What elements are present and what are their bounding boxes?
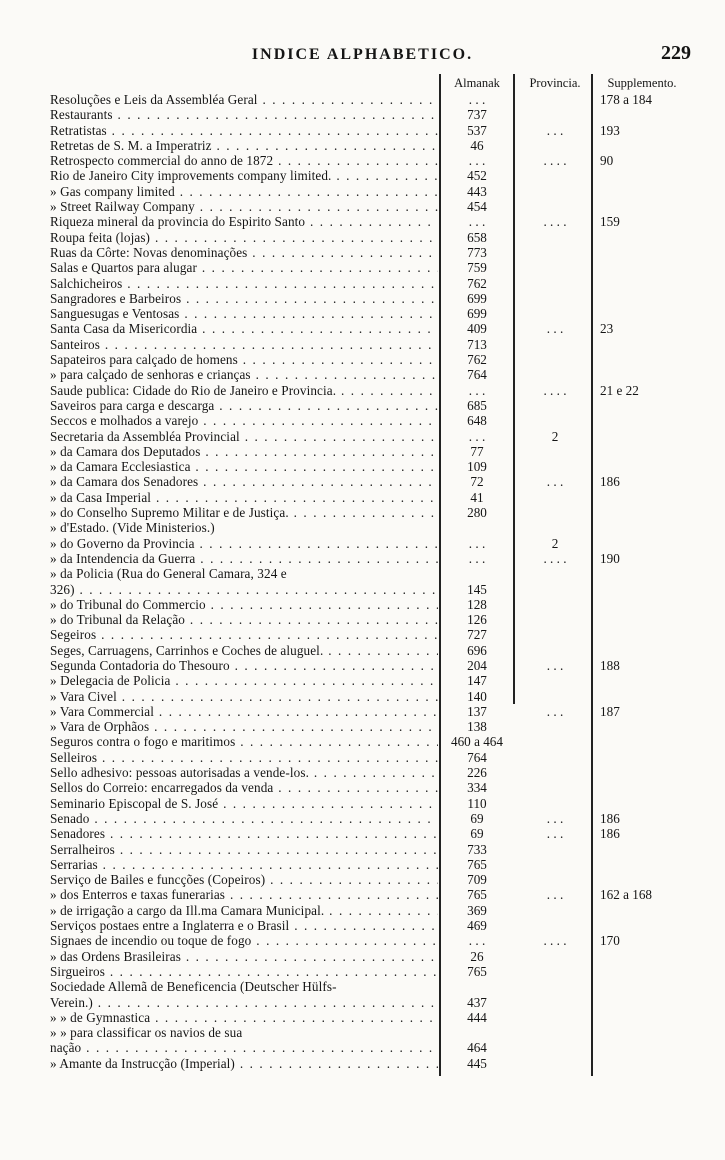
almanak-ref: 765 (467, 856, 487, 872)
almanak-ref: 658 (467, 229, 487, 245)
almanak-ref: 762 (467, 275, 487, 291)
almanak-ref: . . . (468, 214, 486, 230)
index-entry (50, 689, 438, 704)
entry-text: 326) . . . (50, 582, 438, 597)
entry-text: Ruas da Côrte: Novas denominações . . . (50, 245, 438, 260)
index-entry (50, 291, 438, 306)
entry-text: Verein.) . . . (50, 995, 438, 1010)
almanak-ref: 762 (467, 352, 487, 368)
entry-text: Santeiros . . . (50, 337, 438, 352)
almanak-ref: 444 (467, 1009, 487, 1025)
index-row (50, 1040, 690, 1055)
entry-text: Segunda Contadoria do Thesouro . . . (50, 658, 438, 673)
almanak-ref: . . . (468, 535, 486, 551)
almanak-ref: . . . (468, 382, 486, 398)
almanak-ref: . . . (468, 92, 486, 107)
almanak-ref: 460 a 464 (450, 734, 503, 750)
entry-text: Salas e Quartos para alugar . . . (50, 260, 438, 275)
index-entry (50, 505, 438, 520)
index-row (50, 138, 690, 153)
index-row (50, 214, 690, 229)
index-row (50, 872, 690, 887)
index-entry (50, 826, 438, 841)
provincia-ref: . . . . (543, 214, 567, 230)
index-row (50, 780, 690, 795)
index-entry (50, 1040, 438, 1055)
index-row (50, 337, 690, 352)
entry-text: » d'Estado. (Vide Ministerios.) (50, 520, 215, 536)
supplemento-ref: 178 a 184 (600, 92, 653, 107)
entry-text: » para calçado de senhoras e crianças . . . (50, 367, 438, 382)
index-row (50, 857, 690, 872)
entry-text: Riqueza mineral da provincia do Espirito Santo . . . (50, 214, 438, 229)
almanak-ref: 759 (467, 260, 487, 276)
index-entry (50, 765, 438, 780)
index-row (50, 474, 690, 489)
column-header-almanak: Almanak (454, 76, 500, 90)
entry-text: Santa Casa da Misericordia . . . (50, 321, 438, 336)
almanak-ref: . . . (468, 933, 486, 949)
index-entry (50, 444, 438, 459)
supplemento-ref: 186 (600, 474, 620, 490)
index-row (50, 643, 690, 658)
index-row (50, 887, 690, 902)
provincia-ref: . . . . (543, 153, 567, 169)
index-entry (50, 230, 438, 245)
almanak-ref: 713 (467, 336, 487, 352)
entry-text: Sapateiros para calçado de homens . . . (50, 352, 438, 367)
index-entry (50, 734, 438, 749)
entry-text: » do Governo da Provincia . . . (50, 536, 438, 551)
index-entry (50, 627, 438, 642)
index-row (50, 429, 690, 444)
almanak-ref: 140 (467, 688, 487, 704)
entry-text: Seccos e molhados a varejo . . . (50, 413, 438, 428)
entry-text: Saveiros para carga e descarga . . . (50, 398, 438, 413)
entry-text: Serrarias . . . (50, 857, 438, 872)
almanak-ref: 109 (467, 459, 487, 475)
entry-text: Serralheiros . . . (50, 842, 438, 857)
index-entry (50, 321, 438, 336)
entry-text: » Street Railway Company . . . (50, 199, 438, 214)
index-row (50, 842, 690, 857)
index-entry (50, 474, 438, 489)
index-row (50, 612, 690, 627)
entry-text: » Amante da Instrucção (Imperial) . . . (50, 1056, 438, 1071)
entry-text: Saude publica: Cidade do Rio de Janeiro e Provincia. . . . (50, 383, 438, 398)
index-entry (50, 872, 438, 887)
almanak-ref: 145 (467, 581, 487, 597)
index-entry (50, 138, 438, 153)
index-row (50, 184, 690, 199)
almanak-ref: 77 (470, 443, 484, 459)
index-entry (50, 673, 438, 688)
index-row (50, 92, 690, 107)
entry-text: Secretaria da Assembléa Provincial . . . (50, 429, 438, 444)
entry-text: » das Ordens Brasileiras . . . (50, 949, 438, 964)
index-entry (50, 582, 438, 597)
provincia-ref: . . . (546, 826, 564, 842)
entry-text: » de irrigação a cargo da Ill.ma Camara Municipal. . . . (50, 903, 438, 918)
almanak-ref: 765 (467, 887, 487, 903)
provincia-ref: . . . (546, 474, 564, 490)
index-entry (50, 337, 438, 352)
entry-text: » Delegacia de Policia . . . (50, 673, 438, 688)
almanak-ref: 334 (467, 780, 487, 796)
index-entry (50, 92, 438, 107)
index-row (50, 811, 690, 826)
index-row (50, 826, 690, 841)
index-row (50, 321, 690, 336)
almanak-ref: 409 (467, 321, 487, 337)
entry-text: Segeiros . . . (50, 627, 438, 642)
almanak-ref: 648 (467, 413, 487, 429)
index-entry (50, 184, 438, 199)
index-row (50, 199, 690, 214)
index-row (50, 551, 690, 566)
index-entry (50, 566, 438, 581)
column-header-supplemento: Supplemento. (607, 76, 677, 90)
entry-text: » dos Enterros e taxas funerarias . . . (50, 887, 438, 902)
almanak-ref: 204 (467, 657, 487, 673)
entry-text: » Vara de Orphãos . . . (50, 719, 438, 734)
index-entry (50, 276, 438, 291)
index-entry (50, 643, 438, 658)
entry-text: » da Camara dos Deputados . . . (50, 444, 438, 459)
entry-text: Sirgueiros . . . (50, 964, 438, 979)
index-entry (50, 168, 438, 183)
almanak-ref: 699 (467, 306, 487, 322)
index-entry (50, 429, 438, 444)
index-entry (50, 903, 438, 918)
almanak-ref: 464 (467, 1040, 487, 1056)
provincia-ref: 2 (551, 428, 559, 444)
index-row (50, 582, 690, 597)
almanak-ref: 110 (467, 795, 487, 811)
almanak-ref: 138 (467, 719, 487, 735)
supplemento-ref: 188 (600, 657, 620, 673)
index-table (50, 92, 690, 1071)
almanak-ref: . . . (468, 550, 486, 566)
supplemento-ref: 162 a 168 (600, 887, 653, 903)
entry-text: » » para classificar os navios de sua (50, 1025, 243, 1041)
supplemento-ref: 23 (600, 321, 614, 337)
almanak-ref: 69 (470, 826, 484, 842)
index-row (50, 230, 690, 245)
index-row (50, 291, 690, 306)
almanak-ref: 737 (467, 107, 487, 123)
almanak-ref: 537 (467, 122, 487, 138)
index-entry (50, 245, 438, 260)
index-row (50, 597, 690, 612)
index-entry (50, 398, 438, 413)
index-entry (50, 918, 438, 933)
provincia-ref: . . . (546, 887, 564, 903)
entry-text: nação . . . (50, 1040, 438, 1055)
index-row (50, 459, 690, 474)
supplemento-ref: 90 (600, 153, 614, 169)
supplemento-ref: 159 (600, 214, 620, 230)
index-row (50, 520, 690, 535)
entry-text: Seguros contra o fogo e maritimos . . . (50, 734, 438, 749)
index-row (50, 734, 690, 749)
almanak-ref: 445 (467, 1055, 487, 1071)
entry-text: Sociedade Allemã de Beneficencia (Deutscher Hülfs- (50, 979, 337, 995)
supplemento-ref: 170 (600, 933, 620, 949)
index-entry (50, 1025, 438, 1040)
index-row (50, 964, 690, 979)
provincia-ref: . . . (546, 122, 564, 138)
entry-text: Signaes de incendio ou toque de fogo . . . (50, 933, 438, 948)
almanak-ref: 765 (467, 963, 487, 979)
index-row (50, 979, 690, 994)
index-row (50, 306, 690, 321)
index-entry (50, 123, 438, 138)
index-row (50, 704, 690, 719)
almanak-ref: 727 (467, 627, 487, 643)
index-row (50, 918, 690, 933)
index-entry (50, 352, 438, 367)
entry-text: Salchicheiros . . . (50, 276, 438, 291)
entry-text: Rio de Janeiro City improvements company limited. . . . (50, 168, 438, 183)
entry-text: Roupa feita (lojas) . . . (50, 230, 438, 245)
almanak-ref: 773 (467, 244, 487, 260)
almanak-ref: 764 (467, 749, 487, 765)
almanak-ref: 685 (467, 397, 487, 413)
entry-text: Senadores . . . (50, 826, 438, 841)
almanak-ref: 443 (467, 183, 487, 199)
almanak-ref: 437 (467, 994, 487, 1010)
provincia-ref: . . . . (543, 933, 567, 949)
index-row (50, 995, 690, 1010)
index-row (50, 1025, 690, 1040)
almanak-ref: 46 (470, 137, 484, 153)
index-row (50, 933, 690, 948)
index-entry (50, 459, 438, 474)
entry-text: » do Tribunal do Commercio . . . (50, 597, 438, 612)
index-row (50, 750, 690, 765)
entry-text: Serviço de Bailes e funcções (Copeiros) . . . (50, 872, 438, 887)
index-row (50, 719, 690, 734)
supplemento-ref: 193 (600, 122, 620, 138)
entry-text: » » de Gymnastica . . . (50, 1010, 438, 1025)
provincia-ref: 2 (551, 535, 559, 551)
entry-text: » Vara Commercial . . . (50, 704, 438, 719)
provincia-ref: . . . . (543, 382, 567, 398)
almanak-ref: 137 (467, 703, 487, 719)
entry-text: » do Tribunal da Relação . . . (50, 612, 438, 627)
index-entry (50, 995, 438, 1010)
entry-text: » da Camara Ecclesiastica . . . (50, 459, 438, 474)
index-entry (50, 1056, 438, 1071)
almanak-ref: 126 (467, 612, 487, 628)
almanak-ref: 72 (470, 474, 484, 490)
index-row (50, 658, 690, 673)
index-entry (50, 520, 438, 535)
index-row (50, 536, 690, 551)
index-entry (50, 490, 438, 505)
entry-text: Resoluções e Leis da Assembléa Geral . . . (50, 92, 438, 107)
almanak-ref: 454 (467, 199, 487, 215)
entry-text: » da Intendencia da Guerra . . . (50, 551, 438, 566)
entry-text: » Vara Civel . . . (50, 689, 438, 704)
entry-text: » da Camara dos Senadores . . . (50, 474, 438, 489)
almanak-ref: 69 (470, 810, 484, 826)
index-entry (50, 153, 438, 168)
entry-text: Sellos do Correio: encarregados da venda . . . (50, 780, 438, 795)
index-row (50, 765, 690, 780)
almanak-ref: 696 (467, 642, 487, 658)
index-entry (50, 979, 438, 994)
almanak-ref: 452 (467, 168, 487, 184)
almanak-ref: 699 (467, 290, 487, 306)
index-row (50, 383, 690, 398)
index-entry (50, 704, 438, 719)
index-row (50, 796, 690, 811)
entry-text: Retrospecto commercial do anno de 1872 . . . (50, 153, 438, 168)
index-row (50, 276, 690, 291)
entry-text: Serviços postaes entre a Inglaterra e o Brasil . . . (50, 918, 438, 933)
index-row (50, 1010, 690, 1025)
entry-text: » Gas company limited . . . (50, 184, 438, 199)
index-row (50, 107, 690, 122)
index-entry (50, 306, 438, 321)
almanak-ref: 369 (467, 902, 487, 918)
index-entry (50, 796, 438, 811)
column-headers (50, 76, 690, 90)
index-entry (50, 887, 438, 902)
almanak-ref: 26 (470, 948, 484, 964)
supplemento-ref: 21 e 22 (600, 382, 639, 398)
index-entry (50, 811, 438, 826)
almanak-ref: 128 (467, 596, 487, 612)
index-row (50, 123, 690, 138)
index-entry (50, 780, 438, 795)
provincia-ref: . . . (546, 810, 564, 826)
index-entry (50, 199, 438, 214)
almanak-ref: 147 (467, 673, 487, 689)
index-entry (50, 949, 438, 964)
entry-text: » do Conselho Supremo Militar e de Justiça. . . . (50, 505, 438, 520)
almanak-ref: 280 (467, 505, 487, 521)
index-row (50, 505, 690, 520)
almanak-ref: 733 (467, 841, 487, 857)
supplemento-ref: 190 (600, 550, 620, 566)
entry-text: Retretas de S. M. a Imperatriz . . . (50, 138, 438, 153)
index-entry (50, 1010, 438, 1025)
index-row (50, 413, 690, 428)
index-entry (50, 260, 438, 275)
entry-text: Seminario Episcopal de S. José . . . (50, 796, 438, 811)
almanak-ref: . . . (468, 153, 486, 169)
provincia-ref: . . . (546, 321, 564, 337)
page-number: 229 (661, 42, 691, 64)
column-header-provincia: Provincia. (529, 76, 581, 90)
index-entry (50, 413, 438, 428)
almanak-ref: 226 (467, 765, 487, 781)
index-entry (50, 658, 438, 673)
index-row (50, 689, 690, 704)
entry-text: Selleiros . . . (50, 750, 438, 765)
index-entry (50, 719, 438, 734)
entry-text: Senado . . . (50, 811, 438, 826)
index-row (50, 260, 690, 275)
provincia-ref: . . . . (543, 550, 567, 566)
entry-text: Restaurants . . . (50, 107, 438, 122)
index-row (50, 352, 690, 367)
index-entry (50, 551, 438, 566)
index-entry (50, 107, 438, 122)
index-row (50, 673, 690, 688)
provincia-ref: . . . (546, 657, 564, 673)
almanak-ref: 469 (467, 918, 487, 934)
entry-text: » da Casa Imperial . . . (50, 490, 438, 505)
entry-text: Seges, Carruagens, Carrinhos e Coches de aluguel. . . . (50, 643, 438, 658)
index-row (50, 949, 690, 964)
page-title: INDICE ALPHABETICO. (251, 46, 474, 63)
supplemento-ref: 187 (600, 703, 620, 719)
entry-text: Retratistas . . . (50, 123, 438, 138)
index-entry (50, 612, 438, 627)
entry-text: Sello adhesivo: pessoas autorisadas a vende-los. . . . (50, 765, 438, 780)
index-row (50, 627, 690, 642)
index-row (50, 566, 690, 581)
index-entry (50, 750, 438, 765)
index-row (50, 1056, 690, 1071)
index-entry (50, 383, 438, 398)
index-entry (50, 597, 438, 612)
entry-text: » da Policia (Rua do General Camara, 324 e (50, 566, 287, 582)
almanak-ref: 41 (470, 489, 484, 505)
index-row (50, 398, 690, 413)
almanak-ref: 709 (467, 872, 487, 888)
almanak-ref: 764 (467, 367, 487, 383)
supplemento-ref: 186 (600, 810, 620, 826)
index-entry (50, 857, 438, 872)
index-row (50, 168, 690, 183)
index-row (50, 444, 690, 459)
index-row (50, 490, 690, 505)
provincia-ref: . . . (546, 703, 564, 719)
index-row (50, 367, 690, 382)
index-entry (50, 842, 438, 857)
index-row (50, 903, 690, 918)
almanak-ref: . . . (468, 428, 486, 444)
index-row (50, 245, 690, 260)
index-entry (50, 367, 438, 382)
entry-text: Sanguesugas e Ventosas . . . (50, 306, 438, 321)
index-entry (50, 933, 438, 948)
index-entry (50, 536, 438, 551)
entry-text: Sangradores e Barbeiros . . . (50, 291, 438, 306)
supplemento-ref: 186 (600, 826, 620, 842)
index-entry (50, 964, 438, 979)
index-row (50, 153, 690, 168)
index-entry (50, 214, 438, 229)
